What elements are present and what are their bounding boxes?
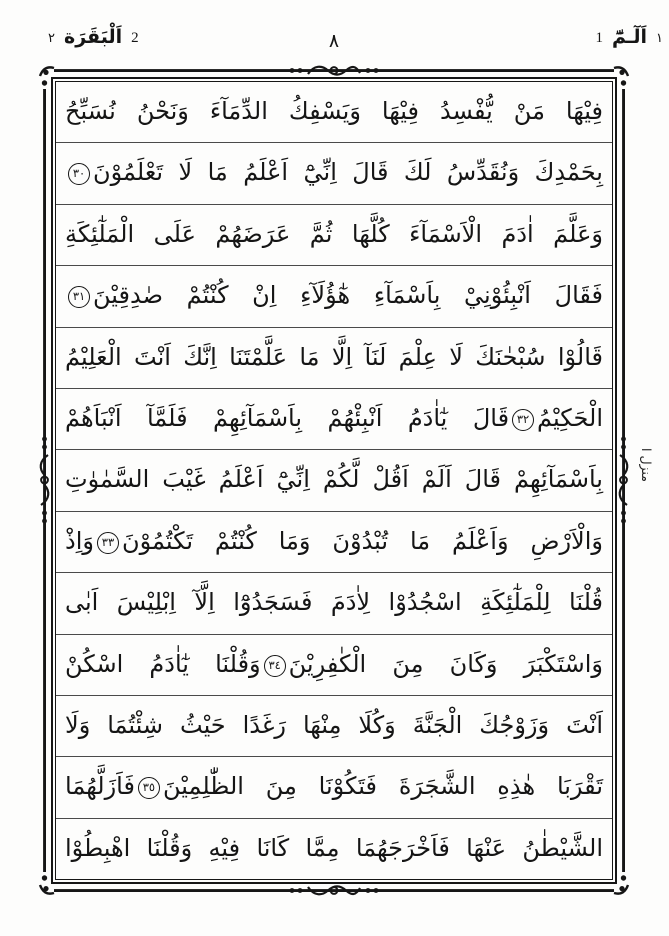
ayah-marker: ٣١ [68,286,90,308]
border-ornament-bottom-icon [38,884,630,897]
manzil-margin-note: منزل ا [639,448,654,482]
ayah-marker: ٣٣ [97,532,119,554]
quran-line-12: تَقْرَبَا هٰذِهِ الشَّجَرَةَ فَتَكُوْنَا مِنَ الظّٰلِمِيْنَ٣٥فَاَزَلَّهُمَا [56,757,612,818]
quran-line-3: وَعَلَّمَ اٰدَمَ الْاَسْمَآءَ كُلَّهَا ثُمَّ عَرَضَهُمْ عَلَى الْمَلٰٓئِكَةِ [56,205,612,266]
quran-line-7: بِاَسْمَآئِهِمْ قَالَ اَلَمْ اَقُلْ لَّكُمْ اِنِّيْٓ اَعْلَمُ غَيْبَ السَّمٰوٰتِ [56,450,612,511]
quran-line-4: فَقَالَ اَنْبِئُوْنِيْ بِاَسْمَآءِ هٰٓؤُلَآءِ اِنْ كُنْتُمْ صٰدِقِيْنَ٣١ [56,266,612,327]
quran-line-1: فِيْهَا مَنْ يُّفْسِدُ فِيْهَا وَيَسْفِكُ الدِّمَآءَ وَنَحْنُ نُسَبِّحُ [56,82,612,143]
border-ornament-left-icon [38,77,51,884]
mushaf-frame [38,64,630,897]
juz-number-latin: 1 [595,30,603,46]
border-ornament-top-icon [38,64,630,77]
surah-number-arabic: ٢ [48,31,55,46]
border-ornament-right-icon [617,77,630,884]
quran-line-13: الشَّيْطٰنُ عَنْهَا فَاَخْرَجَهُمَا مِمَّا كَانَا فِيْهِ وَقُلْنَا اهْبِطُوْا [65,833,603,862]
page-header [0,22,669,60]
quran-line-6: الْحَكِيْمُ٣٢قَالَ يٰٓاٰدَمُ اَنْبِئْهُمْ بِاَسْمَآئِهِمْ فَلَمَّآ اَنْبَاَهُمْ [56,389,612,450]
ayah-marker: ٣٢ [512,409,534,431]
juz-number-arabic: ١ [656,31,663,46]
juz-name: اَلٓـمّٓ [611,26,648,48]
juz-title-block [595,26,663,48]
quran-line-11: اَنْتَ وَزَوْجُكَ الْجَنَّةَ وَكُلَا مِنْهَا رَغَدًا حَيْثُ شِئْتُمَا وَلَا [56,696,612,757]
quran-line-10: وَاسْتَكْبَرَ وَكَانَ مِنَ الْكٰفِرِيْنَ٣٤وَقُلْنَا يٰٓاٰدَمُ اسْكُنْ [56,635,612,696]
quran-lines [55,81,613,880]
ayah-marker: ٣٥ [138,777,160,799]
quran-line-2: بِحَمْدِكَ وَنُقَدِّسُ لَكَ قَالَ اِنِّيْٓ اَعْلَمُ مَا لَا تَعْلَمُوْنَ٣٠ [56,143,612,204]
surah-number-latin: 2 [131,30,139,46]
ayah-marker: ٣٤ [264,655,286,677]
text-area [51,77,617,884]
quran-line-5: قَالُوْا سُبْحٰنَكَ لَا عِلْمَ لَنَآ اِلَّا مَا عَلَّمْتَنَا اِنَّكَ اَنْتَ الْعَلِيْمُ [56,328,612,389]
quran-line-9: قُلْنَا لِلْمَلٰٓئِكَةِ اسْجُدُوْا لِاٰدَمَ فَسَجَدُوْٓا اِلَّآ اِبْلِيْسَ اَبٰى [56,573,612,634]
page-number: ٨ [328,30,340,52]
quran-line-8: وَالْاَرْضِ وَاَعْلَمُ مَا تُبْدُوْنَ وَمَا كُنْتُمْ تَكْتُمُوْنَ٣٣وَاِذْ [56,512,612,573]
ayah-marker: ٣٠ [68,163,90,185]
surah-name: اَلْبَقَرَة [63,26,123,48]
